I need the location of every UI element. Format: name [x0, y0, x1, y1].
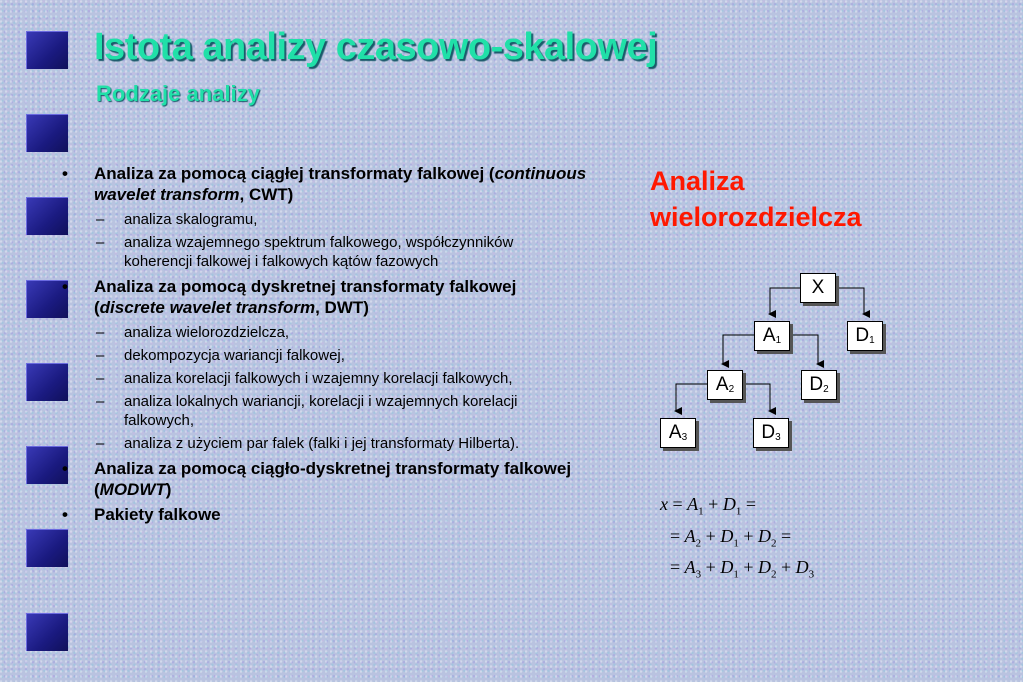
node-index: 1: [775, 335, 782, 346]
tree-node-a1: [754, 321, 790, 351]
sub-bullet-text: analiza korelacji falkowych i wzajemny korelacji falkowych,: [124, 370, 513, 387]
eq-symbol: D: [757, 526, 771, 546]
bullet-glyph: •: [62, 459, 68, 478]
eq-index: 2: [770, 537, 777, 550]
node-index: 1: [869, 335, 875, 346]
node-x-label: X: [811, 277, 825, 298]
dash-glyph: –: [96, 211, 105, 228]
eq-symbol: =: [780, 526, 792, 546]
eq-index: 3: [695, 568, 702, 581]
sub-bullet-text: analiza wielorozdzielcza,: [124, 324, 290, 341]
bullet-modwt-text: Analiza za pomocą ciągło-dyskretnej transformaty falkowej (: [94, 459, 572, 499]
eq-symbol: D: [720, 526, 734, 546]
node-letter: D: [809, 374, 824, 395]
dash-glyph: –: [96, 324, 105, 341]
eq-index: 2: [695, 537, 702, 550]
sub-bullet-text: analiza lokalnych wariancji, korelacji i wzajemnych korelacji falkowych,: [124, 393, 518, 429]
eq-symbol: D: [757, 557, 771, 577]
eq-index: 1: [735, 505, 742, 518]
node-letter: D: [855, 325, 870, 346]
tree-node-a2: [707, 370, 743, 400]
eq-symbol: D: [720, 557, 734, 577]
eq-symbol: +: [705, 557, 716, 577]
eq-symbol: D: [795, 557, 809, 577]
bullet-glyph: •: [62, 277, 68, 296]
bullet-dwt-text: Analiza za pomocą dyskretnej transformaty falkowej (: [94, 277, 517, 317]
bullet-glyph: •: [62, 505, 68, 524]
bullet-cwt-end: , CWT): [239, 185, 294, 204]
dash-glyph: –: [96, 370, 105, 387]
eq-symbol: +: [743, 557, 754, 577]
eq-symbol: +: [780, 557, 792, 577]
tree-node-d1: [847, 321, 883, 351]
dash-glyph: –: [96, 347, 105, 364]
node-letter: A: [668, 422, 682, 443]
bullet-dwt-italic: discrete wavelet transform: [99, 298, 316, 317]
node-index: 3: [681, 432, 688, 443]
sub-bullet-text: analiza wzajemnego spektrum falkowego, współczynników koherencji falkowej i falkowych kątów fazowych: [124, 234, 514, 270]
eq-symbol: +: [705, 526, 716, 546]
dash-glyph: –: [96, 435, 105, 452]
tree-node-d2: [801, 370, 837, 400]
equation-line-2: [670, 526, 791, 550]
eq-symbol: D: [722, 494, 736, 514]
bullet-packets-text: Pakiety falkowe: [94, 505, 221, 524]
bullet-glyph: •: [62, 164, 68, 183]
tree-node-x: [800, 273, 836, 303]
eq-symbol: x: [660, 494, 668, 514]
slide-title: Istota analizy czasowo-skalowej: [94, 26, 658, 68]
node-letter: A: [715, 374, 729, 395]
eq-symbol: +: [743, 526, 754, 546]
bullet-dwt-end: , DWT): [315, 298, 369, 317]
slide-subtitle: Rodzaje analizy: [96, 81, 260, 106]
sub-bullet-text: analiza skalogramu,: [124, 211, 258, 228]
node-index: 3: [775, 432, 781, 443]
node-letter: D: [761, 422, 776, 443]
eq-symbol: A: [687, 494, 699, 514]
bullet-cwt-italic: continuous wavelet transform: [94, 164, 587, 204]
multiresolution-title: Analiza wielorozdzielcza: [650, 166, 862, 232]
sub-bullet-text: analiza z użyciem par falek (falki i jej transformaty Hilberta).: [124, 435, 520, 452]
eq-index: 1: [733, 568, 739, 581]
node-letter: A: [762, 325, 776, 346]
dash-glyph: –: [96, 234, 105, 251]
eq-symbol: =: [745, 494, 756, 514]
sub-bullet-text: dekompozycja wariancji falkowej,: [124, 347, 345, 364]
tree-node-a3: [660, 418, 696, 448]
eq-symbol: =: [672, 494, 683, 514]
eq-index: 3: [808, 568, 815, 581]
eq-symbol: A: [684, 557, 696, 577]
eq-symbol: =: [670, 557, 681, 577]
dash-glyph: –: [96, 393, 105, 410]
eq-symbol: +: [708, 494, 719, 514]
eq-symbol: =: [670, 526, 681, 546]
bullet-cwt-text: Analiza za pomocą ciągłej transformaty falkowej (: [94, 164, 495, 183]
tree-node-d3: [753, 418, 789, 448]
eq-index: 1: [698, 505, 704, 518]
bullet-modwt-end: ): [165, 480, 172, 499]
node-index: 2: [728, 384, 735, 395]
eq-symbol: A: [684, 526, 696, 546]
bullet-modwt-italic: MODWT: [99, 480, 166, 499]
node-index: 2: [823, 384, 829, 395]
eq-index: 1: [733, 537, 739, 550]
equation-line-3: [670, 557, 814, 581]
equation-line-1: [660, 494, 756, 518]
eq-index: 2: [770, 568, 777, 581]
